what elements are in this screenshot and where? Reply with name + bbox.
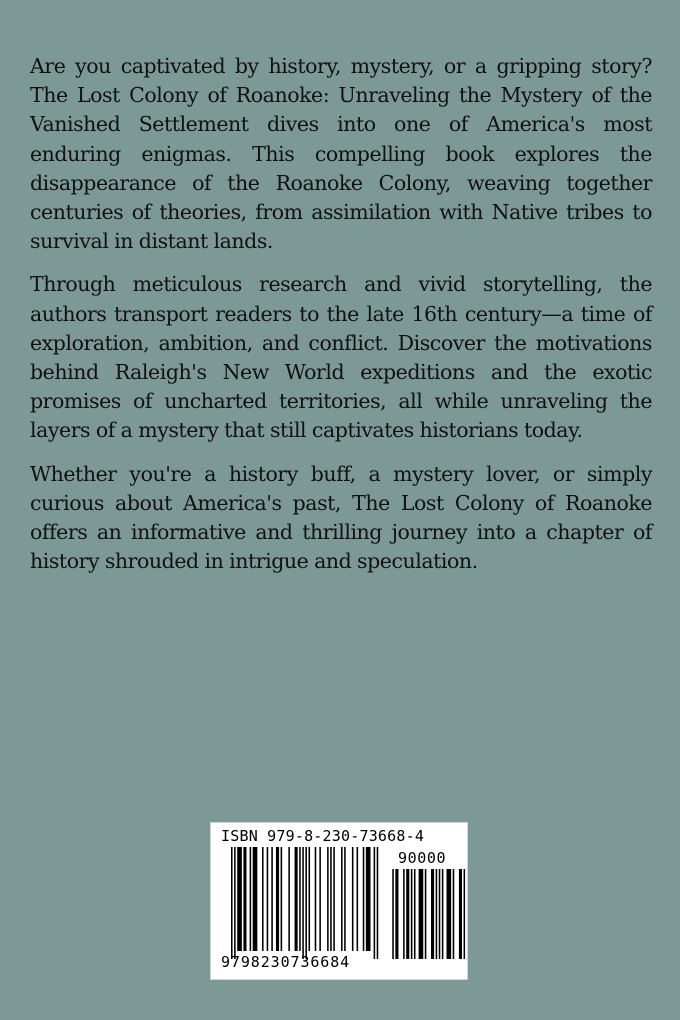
- ean13-bar: [319, 847, 321, 951]
- addon-bar: [453, 869, 455, 959]
- addon-bar: [419, 869, 424, 959]
- addon-bar: [447, 869, 452, 959]
- isbn-barcode-panel: [210, 822, 468, 980]
- ean13-bar: [271, 847, 273, 951]
- addon-bar: [425, 869, 427, 959]
- addon-bar: [406, 869, 409, 959]
- addon-bar: [395, 869, 398, 959]
- addon-bar: [439, 869, 441, 959]
- ean13-bar: [374, 847, 376, 959]
- ean13-bar: [253, 847, 258, 951]
- addon-bar: [411, 869, 413, 959]
- addon-bar: [414, 869, 416, 959]
- ean13-bar: [330, 847, 332, 951]
- ean13-bar: [288, 847, 290, 951]
- addon-bar: [442, 869, 444, 959]
- ean13-bar: [250, 847, 252, 951]
- ean13-bar: [281, 847, 283, 951]
- ean13-bar: [377, 847, 379, 959]
- ean13-bar: [267, 847, 269, 951]
- ean13-bar: [344, 847, 346, 951]
- isbn-label: ISBN 979-8-230-73668-4: [221, 827, 425, 845]
- blurb-paragraph-1: Are you captivated by history, mystery, or a gripping story? The Lost Colony of Roanoke: Unraveling the Mystery of the Vanished Settlement dives into one of America's most enduring enigmas. This compelling book explores the disappearance of the Roanoke Colony, weaving together centuries of theories, from assimilation with Native tribes to survival in distant lands.: [30, 54, 652, 254]
- ean13-bar: [302, 847, 304, 959]
- addon-bar: [392, 869, 394, 959]
- ean13-bar: [309, 847, 311, 951]
- addon-bar: [459, 869, 462, 959]
- ean13-bar: [262, 847, 264, 951]
- ean-digits: 9798230736684: [221, 953, 351, 971]
- ean13-bar: [305, 847, 307, 959]
- addon-bar: [431, 869, 434, 959]
- blurb-paragraph-3: Whether you're a history buff, a mystery lover, or simply curious about America's past, The Lost Colony of Roanoke offers an informative and thrilling journey into a chapter of history shrouded in intrigue and speculation.: [30, 461, 652, 574]
- ean13-bar: [366, 847, 371, 951]
- ean13-bar: [276, 847, 279, 951]
- blurb-paragraph-2: Through meticulous research and vivid storytelling, the authors transport readers to the late 16th century—a time of exploration, ambition, and conflict. Discover the motivations behind Raleigh's New World expeditions and the exotic promises of uncharted territories, all while unraveling the layers of a mystery that still captivates historians today.: [30, 272, 652, 443]
- addon-bar: [403, 869, 405, 959]
- ean13-bar: [333, 847, 335, 951]
- back-cover-blurb: [30, 52, 652, 590]
- ean13-bar: [295, 847, 298, 951]
- ean13-bar: [357, 847, 359, 951]
- ean13-bar: [299, 847, 301, 951]
- ean13-bar: [234, 847, 236, 959]
- ean13-bar: [341, 847, 343, 951]
- price-addon-code: 90000: [398, 849, 447, 867]
- addon-bar: [436, 869, 438, 959]
- ean13-bar: [231, 847, 233, 959]
- ean13-bar: [327, 847, 329, 951]
- ean13-bar: [352, 847, 354, 951]
- ean13-bar: [315, 847, 317, 951]
- ean13-bar: [243, 847, 246, 951]
- addon-bar: [464, 869, 466, 959]
- ean13-bar: [363, 847, 365, 951]
- ean13-bar: [237, 847, 242, 951]
